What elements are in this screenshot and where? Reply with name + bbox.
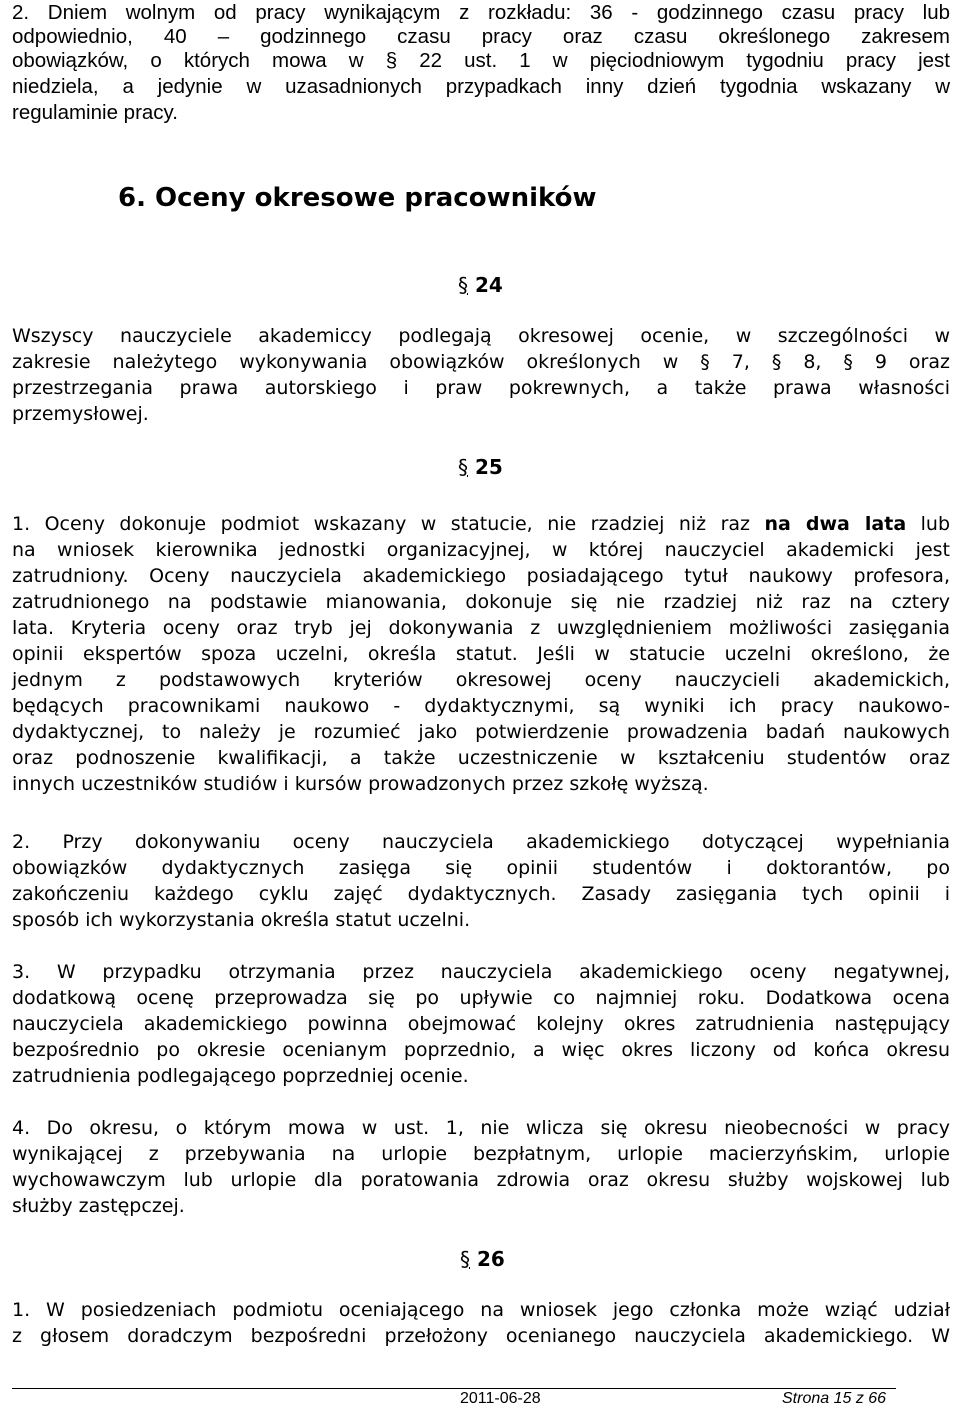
text-line: wychowawczym lub urlopie dla poratowania zdrowia oraz okresu służby wojskowej lub	[12, 1169, 950, 1191]
text-line: przestrzegania prawa autorskiego i praw pokrewnych, a także prawa własności	[12, 377, 950, 399]
text-line: oraz podnoszenie kwalifikacji, a także uczestniczenie w kształceniu studentów oraz	[12, 747, 950, 769]
text-line: 1. Oceny dokonuje podmiot wskazany w statucie, nie rzadziej niż raz na dwa lata lub	[12, 513, 951, 535]
text-line: 2. Przy dokonywaniu oceny nauczyciela akademickiego dotyczącej wypełniania	[12, 831, 950, 853]
text-line: będących pracownikami naukowo - dydaktycznymi, są wyniki ich pracy naukowo-	[12, 695, 950, 717]
text-line: z głosem doradczym bezpośredni przełożony ocenianego nauczyciela akademickiego. W	[12, 1325, 950, 1347]
text-line: 1. W posiedzeniach podmiotu oceniającego na wniosek jego członka może wziąć udział	[12, 1299, 950, 1321]
paragraph-number: 25	[474, 455, 503, 479]
text-line: 4. Do okresu, o którym mowa w ust. 1, nie wlicza się okresu nieobecności w pracy	[12, 1117, 950, 1139]
text-line: zatrudnienia podlegającego poprzedniej ocenie.	[12, 1065, 469, 1087]
text-line: innych uczestników studiów i kursów prowadzonych przez szkołę wyższą.	[12, 773, 709, 795]
text-line: regulaminie pracy.	[12, 101, 178, 124]
text-line: niedziela, a jedynie w uzasadnionych przypadkach inny dzień tygodnia wskazany w	[12, 75, 950, 98]
text-line: dodatkową ocenę przeprowadza się po upływie co najmniej roku. Dodatkowa ocena	[12, 987, 950, 1009]
text-line: opinii ekspertów spoza uczelni, określa statut. Jeśli w statucie uczelni określono, że	[12, 643, 950, 665]
text-line: obowiązków dydaktycznych zasięga się opinii studentów i doktorantów, po	[12, 857, 950, 879]
text-line: zakresie należytego wykonywania obowiązków określonych w § 7, § 8, § 9 oraz	[12, 351, 950, 373]
footer-divider	[12, 1388, 896, 1389]
text-line: przemysłowej.	[12, 403, 149, 425]
text-line: zatrudniony. Oceny nauczyciela akademickiego posiadającego tytuł naukowy profesora,	[12, 565, 950, 587]
text-line: jednym z podstawowych kryteriów okresowej oceny nauczycieli akademickich,	[12, 669, 950, 691]
paragraph-number-24	[458, 272, 503, 298]
section-sign-icon: §	[458, 273, 468, 297]
text-line: odpowiednio, 40 – godzinnego czasu pracy oraz czasu określonego zakresem	[12, 25, 950, 48]
text-line: Wszyscy nauczyciele akademiccy podlegają okresowej ocenie, w szczególności w	[12, 325, 950, 347]
text-line: obowiązków, o których mowa w § 22 ust. 1 w pięciodniowym tygodniu pracy jest	[12, 49, 950, 72]
text-line: sposób ich wykorzystania określa statut uczelni.	[12, 909, 471, 931]
paragraph-number: 26	[476, 1247, 505, 1271]
paragraph-number: 24	[474, 273, 503, 297]
text-line: dydaktycznej, to należy je rozumieć jako potwierdzenie prowadzenia badań naukowych	[12, 721, 950, 743]
text-line: nauczyciela akademickiego powinna obejmować kolejny okres zatrudnienia następujący	[12, 1013, 950, 1035]
text-line: bezpośrednio po okresie ocenianym poprzednio, a więc okres liczony od końca okresu	[12, 1039, 950, 1061]
paragraph-number-25	[458, 454, 503, 480]
emphasis-text: na dwa lata	[764, 513, 907, 535]
text-line: na wniosek kierownika jednostki organizacyjnej, w której nauczyciel akademicki jest	[12, 539, 950, 561]
footer-date: 2011-06-28	[460, 1390, 541, 1407]
text-line: lata. Kryteria oceny oraz tryb jej dokonywania z uwzględnieniem możliwości zasięgania	[12, 617, 950, 639]
page-number: Strona 15 z 66	[782, 1390, 887, 1407]
text-line: wynikającej z przebywania na urlopie bezpłatnym, urlopie macierzyńskim, urlopie	[12, 1143, 950, 1165]
text-line: służby zastępczej.	[12, 1195, 185, 1217]
text-line: zatrudnionego na podstawie mianowania, dokonuje się nie rzadziej niż raz na cztery	[12, 591, 950, 613]
text-line: zakończeniu każdego cyklu zajęć dydaktycznych. Zasady zasięgania tych opinii i	[12, 883, 950, 905]
text-line: 2. Dniem wolnym od pracy wynikającym z rozkładu: 36 - godzinnego czasu pracy lub	[12, 1, 950, 24]
text-line: 3. W przypadku otrzymania przez nauczyciela akademickiego oceny negatywnej,	[12, 961, 950, 983]
section-sign-icon: §	[458, 455, 468, 479]
section-heading: 6. Oceny okresowe pracowników	[118, 183, 597, 213]
section-sign-icon: §	[460, 1247, 470, 1271]
paragraph-number-26	[460, 1246, 505, 1272]
